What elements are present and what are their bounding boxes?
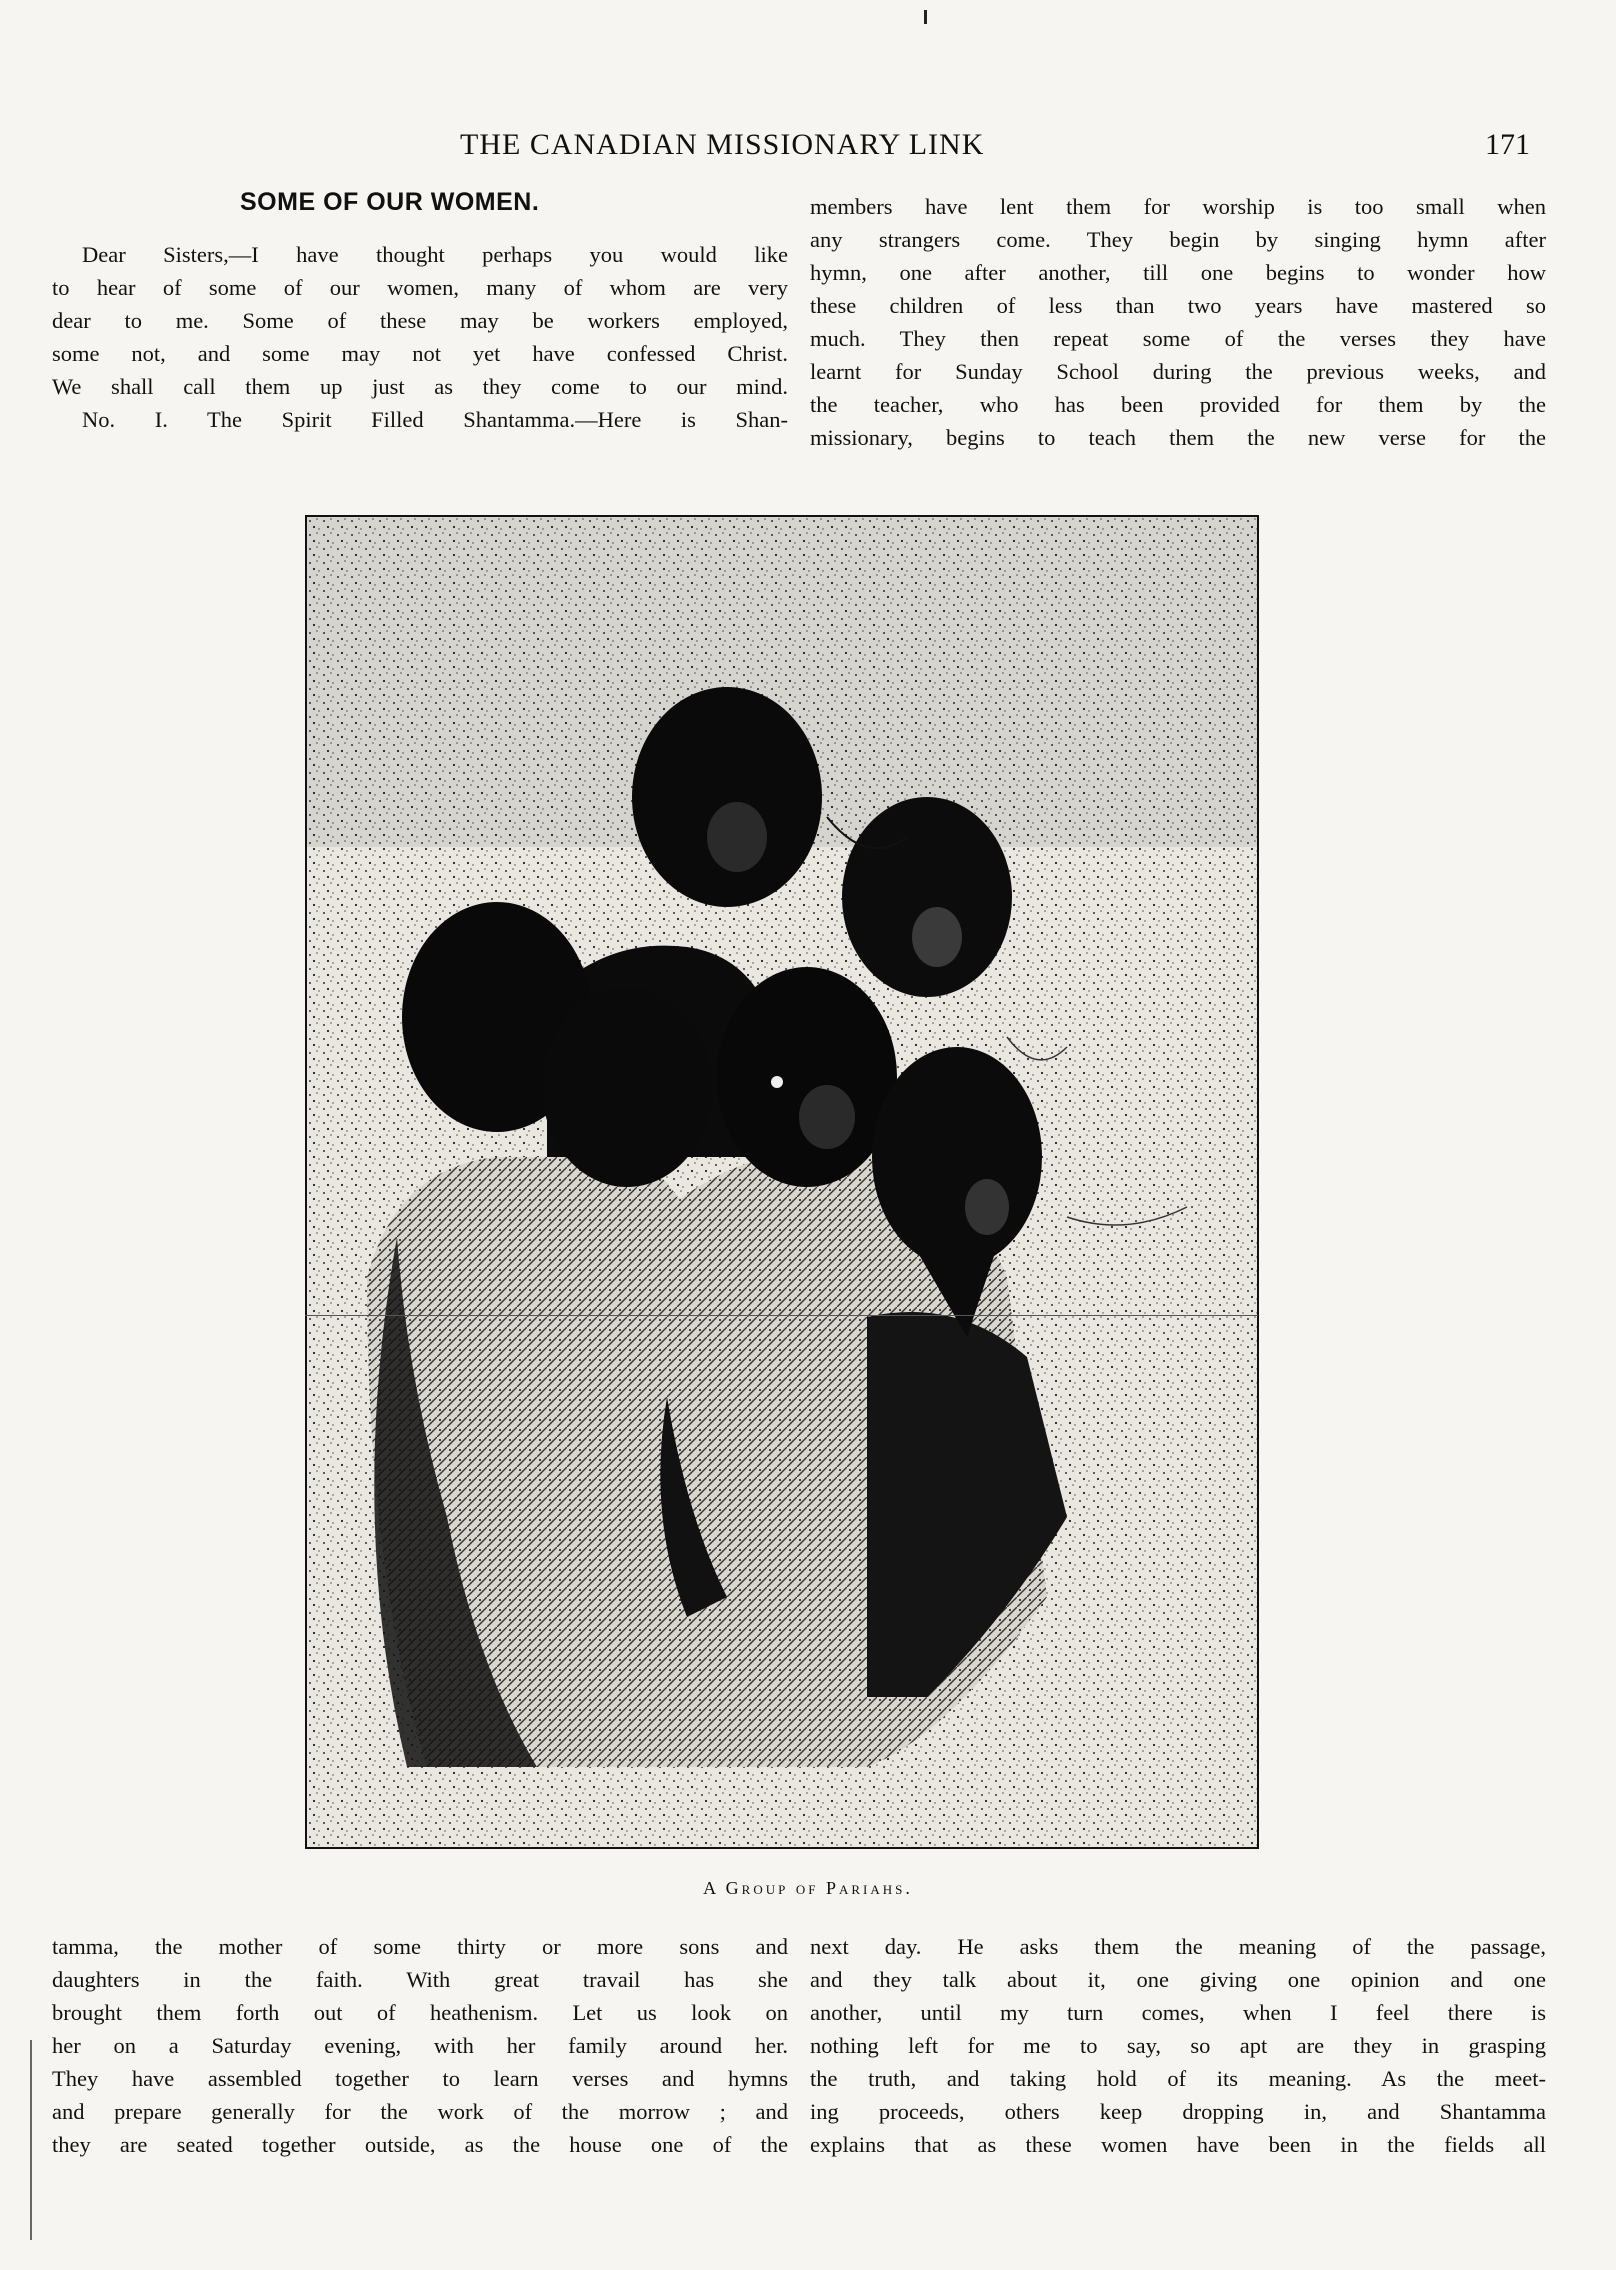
text-line: hymn, one after another, till one begins to wonder how bbox=[810, 260, 1546, 285]
text-line: and they talk about it, one giving one opinion and one bbox=[810, 1967, 1546, 1992]
running-head bbox=[300, 128, 1530, 168]
text-line: brought them forth out of heathenism. Let us look on bbox=[52, 2000, 788, 2025]
page-number: 171 bbox=[1485, 128, 1530, 161]
text-line: ing proceeds, others keep dropping in, and Shantamma bbox=[810, 2099, 1546, 2124]
article-title: SOME OF OUR WOMEN. bbox=[240, 188, 540, 216]
text-line: another, until my turn comes, when I feel there is bbox=[810, 2000, 1546, 2025]
text-line: They have assembled together to learn verses and hymns bbox=[52, 2066, 788, 2091]
left-column-bottom bbox=[52, 1930, 788, 2161]
page-speck bbox=[924, 10, 927, 24]
text-line: members have lent them for worship is too small when bbox=[810, 194, 1546, 219]
text-line: her on a Saturday evening, with her family around her. bbox=[52, 2033, 788, 2058]
text-line: No. I. The Spirit Filled Shantamma.—Here is Shan- bbox=[82, 407, 788, 432]
text-line: the truth, and taking hold of its meaning. As the meet- bbox=[810, 2066, 1546, 2091]
text-line: the teacher, who has been provided for them by the bbox=[810, 392, 1546, 417]
text-line: they are seated together outside, as the house one of the bbox=[52, 2132, 788, 2157]
text-line: these children of less than two years have mastered so bbox=[810, 293, 1546, 318]
text-line: much. They then repeat some of the verses they have bbox=[810, 326, 1546, 351]
photograph-group bbox=[305, 515, 1259, 1849]
text-line: next day. He asks them the meaning of the passage, bbox=[810, 1934, 1546, 1959]
photo-illustration bbox=[307, 517, 1257, 1847]
text-line: We shall call them up just as they come to our mind. bbox=[52, 374, 788, 399]
text-line: any strangers come. They begin by singing hymn after bbox=[810, 227, 1546, 252]
figure-caption: A Group of Pariahs. bbox=[703, 1878, 913, 1898]
text-line: daughters in the faith. With great travail has she bbox=[52, 1967, 788, 1992]
text-line: learnt for Sunday School during the previous weeks, and bbox=[810, 359, 1546, 384]
text-line: to hear of some of our women, many of whom are very bbox=[52, 275, 788, 300]
text-line: missionary, begins to teach them the new verse for the bbox=[810, 425, 1546, 450]
text-line: explains that as these women have been in the fields all bbox=[810, 2132, 1546, 2157]
text-line: dear to me. Some of these may be workers employed, bbox=[52, 308, 788, 333]
text-line: some not, and some may not yet have confessed Christ. bbox=[52, 341, 788, 366]
text-line: and prepare generally for the work of the morrow ; and bbox=[52, 2099, 788, 2124]
right-column-bottom bbox=[810, 1930, 1546, 2161]
margin-mark bbox=[30, 2040, 32, 2240]
running-title: THE CANADIAN MISSIONARY LINK bbox=[460, 128, 985, 161]
right-column-top bbox=[810, 190, 1546, 454]
text-line: tamma, the mother of some thirty or more sons and bbox=[52, 1934, 788, 1959]
photo-crease-line bbox=[305, 1315, 1258, 1316]
text-line: nothing left for me to say, so apt are they in grasping bbox=[810, 2033, 1546, 2058]
text-line: Dear Sisters,—I have thought perhaps you would like bbox=[82, 242, 788, 267]
left-column-top bbox=[52, 238, 788, 436]
